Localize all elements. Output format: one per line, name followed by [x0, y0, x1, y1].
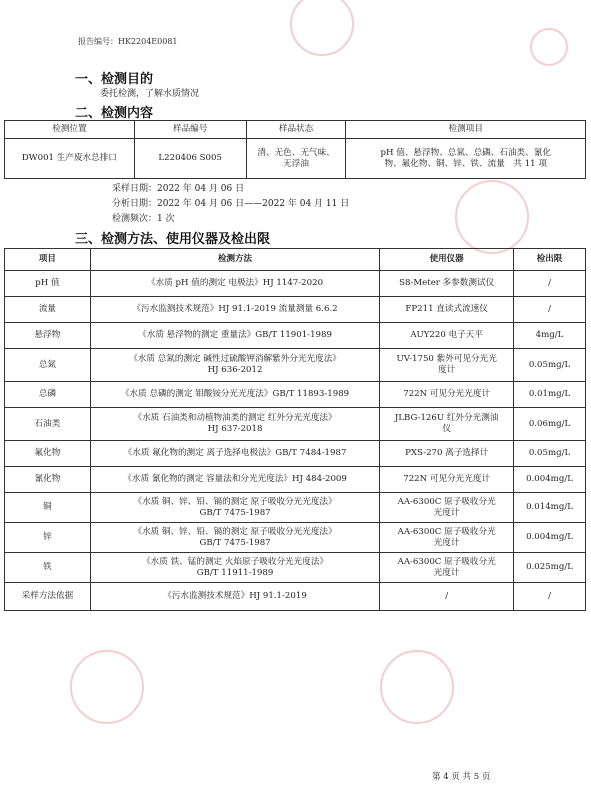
items-line: pH 值、悬浮物、总氮、总磷、石油类、氰化: [380, 147, 551, 158]
cell-method-line: 《水质 总磷的测定 钼酸铵分光光度法》GB/T 11893-1989: [120, 389, 350, 399]
test-frequency: 检测频次：1 次: [112, 214, 175, 224]
cell-instrument-line: AUY220 电子天平: [410, 330, 483, 340]
state-line: 无浮油: [283, 158, 309, 169]
cell-limit: 0.06mg/L: [514, 408, 586, 441]
method-table: [4, 248, 586, 611]
cell-instrument-line: /: [445, 591, 449, 601]
cell-method: [90, 349, 379, 382]
cell-limit: /: [514, 271, 586, 297]
cell-limit: 0.014mg/L: [514, 493, 586, 523]
seal-outline-bottom-left: [70, 650, 144, 724]
table-row: [5, 297, 586, 323]
col-sample-no: 样品编号: [134, 121, 246, 139]
cell-instrument-line: 光度计: [433, 537, 460, 548]
cell-limit: /: [514, 297, 586, 323]
seal-outline-right: [455, 180, 529, 254]
col-limit: 检出限: [514, 249, 586, 271]
sampling-date: 采样日期：2022 年 04 月 06 日: [112, 184, 245, 194]
cell-instrument-line: 度计: [438, 365, 456, 375]
cell-method-line: 《水质 总氮的测定 碱性过硫酸钾消解紫外分光光度法》: [129, 354, 341, 364]
section3-title: 三、检测方法、使用仪器及检出限: [75, 232, 271, 247]
cell-method: [90, 523, 379, 553]
cell-instrument-line: AA-6300C 原子吸收分光: [397, 556, 496, 567]
cell-instrument-line: 仪: [442, 424, 451, 434]
cell-instrument: [380, 523, 514, 553]
cell-method: [90, 583, 379, 611]
cell-method-line: 《水质 悬浮物的测定 重量法》GB/T 11901-1989: [138, 330, 332, 340]
cell-method: [90, 297, 379, 323]
cell-method-line: 《水质 铜、锌、铅、镉的测定 原子吸收分光光度法》: [133, 526, 337, 537]
cell-instrument: [380, 553, 514, 583]
cell-method: [90, 408, 379, 441]
table-row: [5, 467, 586, 493]
table-row: [5, 493, 586, 523]
detection-content-table: [4, 120, 586, 179]
cell-item: 锌: [5, 523, 91, 553]
table-row: [5, 523, 586, 553]
cell-instrument-line: AA-6300C 原子吸收分光: [397, 526, 496, 537]
cell-instrument-line: UV-1750 紫外可见分光光: [396, 354, 497, 364]
col-method: 检测方法: [90, 249, 379, 271]
cell-method-line: 《水质 氰化物的测定 容量法和分光光度法》HJ 484-2009: [123, 474, 347, 484]
cell-method-line: 《污水监测技术规范》HJ 91.1-2019 流量测量 6.6.2: [132, 304, 338, 314]
cell-item: 铁: [5, 553, 91, 583]
cell-instrument-line: S8-Meter 多参数测试仪: [399, 278, 495, 288]
cell-method-line: 《水质 石油类和动植物油类的测定 红外分光光度法》: [133, 413, 337, 423]
table-row: [5, 408, 586, 441]
cell-sample-no: L220406 S005: [134, 139, 246, 179]
cell-instrument: [380, 441, 514, 467]
cell-instrument: [380, 493, 514, 523]
analysis-date: 分析日期：2022 年 04 月 06 日——2022 年 04 月 11 日: [112, 199, 350, 209]
cell-instrument: [380, 382, 514, 408]
table-row: [5, 323, 586, 349]
cell-method: [90, 323, 379, 349]
col-sample-state: 样品状态: [246, 121, 346, 139]
table-row: [5, 583, 586, 611]
table-row: [5, 553, 586, 583]
seal-outline-top: [290, 0, 354, 56]
cell-method: [90, 441, 379, 467]
table-row: [5, 382, 586, 408]
cell-method: [90, 493, 379, 523]
cell-limit: 0.004mg/L: [514, 523, 586, 553]
cell-item: 流量: [5, 297, 91, 323]
section1-title: 一、检测目的: [75, 72, 154, 87]
cell-item: 采样方法依据: [5, 583, 91, 611]
col-test-items: 检测项目: [346, 121, 586, 139]
cell-instrument: [380, 323, 514, 349]
cell-instrument: [380, 408, 514, 441]
cell-method: [90, 271, 379, 297]
cell-location: DW001 生产废水总排口: [5, 139, 135, 179]
table-row: [5, 271, 586, 297]
cell-method: [90, 553, 379, 583]
cell-item: 悬浮物: [5, 323, 91, 349]
table-row: [5, 349, 586, 382]
cell-instrument-line: JLBG-126U 红外分光测油: [394, 413, 499, 423]
cell-instrument-line: PXS-270 离子选择计: [405, 448, 489, 458]
section2-title: 二、检测内容: [75, 106, 154, 121]
cell-item: 总氮: [5, 349, 91, 382]
cell-instrument-line: 722N 可见分光光度计: [403, 389, 491, 399]
cell-method: [90, 382, 379, 408]
cell-sample-state: [246, 139, 346, 179]
section1-text: 委托检测，了解水质情况: [100, 89, 200, 99]
col-location: 检测位置: [5, 121, 135, 139]
col-item: 项目: [5, 249, 91, 271]
cell-instrument: [380, 297, 514, 323]
cell-item: 氰化物: [5, 467, 91, 493]
cell-method-line: 《污水监测技术规范》HJ 91.1-2019: [163, 591, 307, 601]
cell-instrument-line: FP211 直读式流速仪: [405, 304, 488, 314]
cell-method: [90, 467, 379, 493]
report-number: 报告编号：HK2204E0081: [78, 37, 178, 46]
cell-method-line: 《水质 氟化物的测定 离子选择电极法》GB/T 7484-1987: [123, 448, 347, 458]
cell-method-line: GB/T 7475-1987: [199, 537, 271, 548]
cell-method-line: 《水质 铜、锌、铅、镉的测定 原子吸收分光光度法》: [133, 496, 337, 507]
cell-method-line: 《水质 pH 值的测定 电极法》HJ 1147-2020: [147, 278, 324, 288]
cell-item: 总磷: [5, 382, 91, 408]
cell-item: 铜: [5, 493, 91, 523]
cell-item: 氟化物: [5, 441, 91, 467]
cell-instrument-line: 722N 可见分光光度计: [403, 474, 491, 484]
cell-instrument: [380, 583, 514, 611]
cell-limit: 0.05mg/L: [514, 441, 586, 467]
cell-method-line: GB/T 11911-1989: [196, 567, 274, 578]
cell-item: 石油类: [5, 408, 91, 441]
cell-limit: 4mg/L: [514, 323, 586, 349]
cell-item: pH 值: [5, 271, 91, 297]
cell-method-line: HJ 636-2012: [207, 365, 263, 375]
cell-limit: 0.05mg/L: [514, 349, 586, 382]
col-instrument: 使用仪器: [380, 249, 514, 271]
cell-limit: 0.025mg/L: [514, 553, 586, 583]
cell-instrument: [380, 349, 514, 382]
cell-test-items: [346, 139, 586, 179]
cell-method-line: 《水质 铁、锰的测定 火焰原子吸收分光光度法》: [142, 556, 329, 567]
items-line: 物、氟化物、铜、锌、铁、流量 共 11 项: [384, 158, 547, 169]
cell-instrument: [380, 467, 514, 493]
cell-instrument: [380, 271, 514, 297]
cell-method-line: GB/T 7475-1987: [199, 507, 271, 518]
cell-limit: /: [514, 583, 586, 611]
table-row: [5, 441, 586, 467]
cell-instrument-line: AA-6300C 原子吸收分光: [397, 496, 496, 507]
state-line: 清、无色、无气味、: [257, 147, 335, 158]
cell-instrument-line: 光度计: [433, 507, 460, 518]
seal-outline-bottom-right: [380, 650, 454, 724]
page-number: 第 4 页 共 5 页: [432, 772, 491, 782]
cell-limit: 0.01mg/L: [514, 382, 586, 408]
seal-outline: [530, 28, 568, 66]
cell-instrument-line: 光度计: [433, 567, 460, 578]
cell-limit: 0.004mg/L: [514, 467, 586, 493]
cell-method-line: HJ 637-2018: [207, 424, 263, 434]
